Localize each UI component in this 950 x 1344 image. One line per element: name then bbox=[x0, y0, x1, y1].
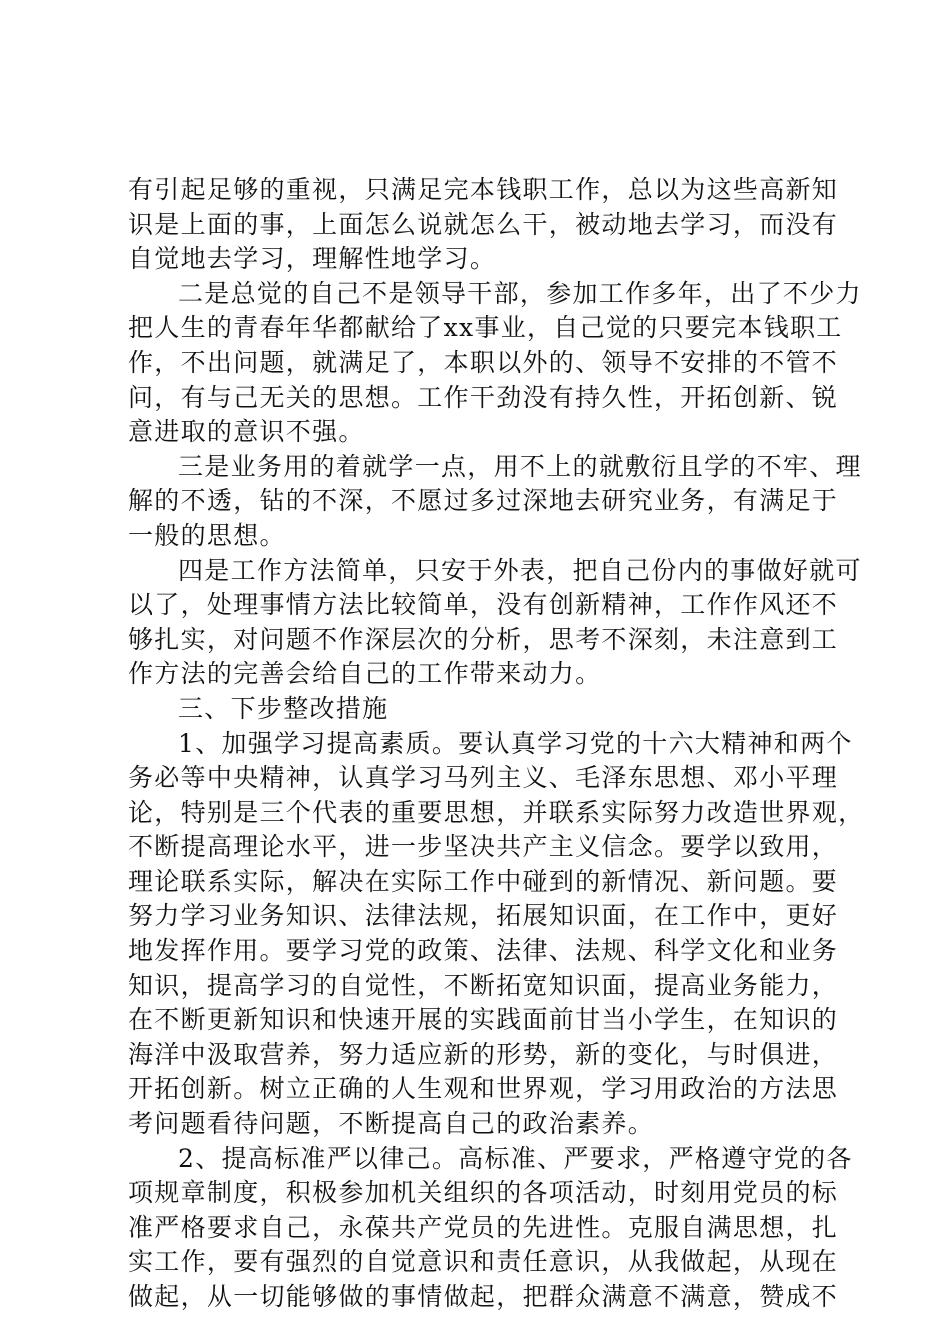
text-line: 开拓创新。树立正确的人生观和世界观，学习用政治的方法思 bbox=[128, 1074, 839, 1104]
text-line: 以了，处理事情方法比较简单，没有创新精神，工作作风还不 bbox=[128, 590, 839, 620]
text-line: 准严格要求自己，永葆共产党员的先进性。克服自满思想，扎 bbox=[128, 1212, 839, 1242]
text-line: 解的不透，钻的不深，不愿过多过深地去研究业务，有满足于 bbox=[128, 486, 839, 516]
text-line: 项规章制度，积极参加机关组织的各项活动，时刻用党员的标 bbox=[128, 1178, 839, 1208]
paragraph-point-two bbox=[128, 277, 862, 450]
paragraph-point-four bbox=[128, 554, 862, 692]
paragraph-measure-two bbox=[128, 1142, 853, 1315]
text-line: 论，特别是三个代表的重要思想，并联系实际努力改造世界观， bbox=[128, 797, 865, 827]
text-line: 一般的思想。 bbox=[128, 520, 286, 550]
text-line: 问，有与己无关的思想。工作干劲没有持久性，开拓创新、锐 bbox=[128, 382, 839, 412]
text-line: 有引起足够的重视，只满足完本钱职工作，总以为这些高新知 bbox=[128, 175, 839, 204]
text-line: 作，不出问题，就满足了，本职以外的、领导不安排的不管不 bbox=[128, 347, 839, 377]
text-line: 自觉地去学习，理解性地学习。 bbox=[128, 244, 497, 274]
text-line: 在不断更新知识和快速开展的实践面前甘当小学生，在知识的 bbox=[128, 1005, 839, 1035]
text-line: 不断提高理论水平，进一步坚决共产主义信念。要学以致用， bbox=[128, 832, 839, 862]
text-line: 理论联系实际，解决在实际工作中碰到的新情况、新问题。要 bbox=[128, 866, 839, 896]
text-line: 四是工作方法简单，只安于外表，把自己份内的事做好就可 bbox=[178, 555, 862, 585]
text-line: 作方法的完善会给自己的工作带来动力。 bbox=[128, 659, 602, 689]
text-line: 三是业务用的着就学一点，用不上的就敷衍且学的不牢、理 bbox=[178, 451, 862, 481]
text-line: 考问题看待问题，不断提高自己的政治素养。 bbox=[128, 1109, 655, 1139]
text-line: 实工作，要有强烈的自觉意识和责任意识，从我做起，从现在 bbox=[128, 1247, 839, 1277]
text-line: 意进取的意识不强。 bbox=[128, 417, 365, 447]
text-line: 2、提高标准严以律己。高标准、严要求，严格遵守党的各 bbox=[178, 1143, 853, 1173]
text-line: 做起，从一切能够做的事情做起，把群众满意不满意，赞成不 bbox=[128, 1282, 839, 1311]
text-line: 知识，提高学习的自觉性，不断拓宽知识面，提高业务能力， bbox=[128, 970, 839, 1000]
paragraph-measure-one bbox=[128, 727, 865, 1142]
text-line: 把人生的青春年华都献给了xx事业，自己觉的只要完本钱职工 bbox=[128, 313, 843, 343]
text-line: 够扎实，对问题不作深层次的分析，思考不深刻，未注意到工 bbox=[128, 624, 839, 654]
section-heading-text: 三、下步整改措施 bbox=[178, 693, 389, 723]
section-heading bbox=[128, 692, 834, 727]
text-line: 地发挥作用。要学习党的政策、法律、法规、科学文化和业务 bbox=[128, 936, 839, 966]
text-line: 海洋中汲取营养，努力适应新的形势，新的变化，与时俱进， bbox=[128, 1039, 839, 1069]
text-line: 1、加强学习提高素质。要认真学习党的十六大精神和两个 bbox=[178, 728, 853, 758]
text-line: 务必等中央精神，认真学习马列主义、毛泽东思想、邓小平理 bbox=[128, 763, 839, 793]
paragraph-point-three bbox=[128, 450, 862, 554]
document-body bbox=[128, 173, 865, 1315]
text-line: 识是上面的事，上面怎么说就怎么干，被动地去学习，而没有 bbox=[128, 209, 839, 239]
text-line: 努力学习业务知识、法律法规，拓展知识面，在工作中，更好 bbox=[128, 901, 839, 931]
text-line: 二是总觉的自己不是领导干部，参加工作多年，出了不少力 bbox=[178, 278, 862, 308]
paragraph-continuation bbox=[128, 173, 839, 277]
